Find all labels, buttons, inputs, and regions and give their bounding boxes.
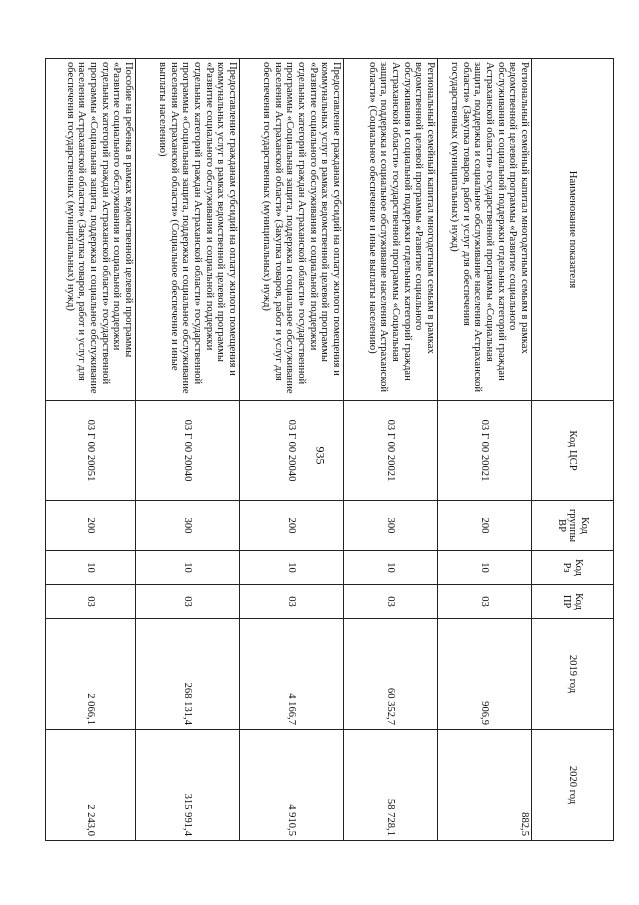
table-row <box>344 59 438 841</box>
cell-rz: 10 <box>46 551 136 585</box>
cell-2019: 2 066,1 <box>46 619 136 730</box>
cell-rz: 10 <box>438 551 532 585</box>
header-name: Наименование показателя <box>532 59 614 401</box>
cell-vr: 300 <box>344 501 438 551</box>
table-row <box>240 59 344 841</box>
table-header-row <box>532 59 614 841</box>
cell-vr: 300 <box>136 501 240 551</box>
header-2020: 2020 год <box>532 730 614 841</box>
header-csr: Код ЦСР <box>532 401 614 501</box>
cell-pr: 03 <box>136 585 240 619</box>
cell-2020: 315 991,4 <box>136 730 240 841</box>
cell-2020: 2 243,0 <box>46 730 136 841</box>
rotated-table-frame <box>64 58 614 840</box>
cell-name: Региональный семейный капитал многодетным семьям в рамках ведомственной целевой программы «Развитие социального обслуживания и социальной поддержки отдельных категорий граждан Астраханской области» государственной программы «Социальная защита, поддержка и социальное обслуживание населения Астраханской области» (Закупка товаров, работ и услуг для обеспечения государственных (муниципальных) нужд) <box>438 59 532 401</box>
cell-2020: 4 910,5 <box>240 730 344 841</box>
cell-name: Предоставление гражданам субсидий на оплату жилого помещения и коммунальных услуг в рамках ведомственной целевой программы «Развитие социального обслуживания и социальной поддержки отдельных категорий граждан Астраханской области» государственной программы «Социальная защита, поддержка и социальное обслуживание населения Астраханской области» (Закупка товаров, работ и услуг для обеспечения государственных (муниципальных) нужд) <box>240 59 344 401</box>
page-number-text: 935 <box>313 446 328 464</box>
cell-pr: 03 <box>344 585 438 619</box>
table-row <box>438 59 532 841</box>
cell-name: Предоставление гражданам субсидий на оплату жилого помещения и коммунальных услуг в рамках ведомственной целевой программы «Развитие социального обслуживания и социальной поддержки отдельных категорий граждан Астраханской области» государственной программы «Социальная защита, поддержка и социальное обслуживание населения Астраханской области» (Социальное обеспечение и иные выплаты населению) <box>136 59 240 401</box>
cell-pr: 03 <box>46 585 136 619</box>
cell-rz: 10 <box>240 551 344 585</box>
cell-csr: 03 Г 00 20040 <box>136 401 240 501</box>
cell-vr: 200 <box>240 501 344 551</box>
table-row <box>136 59 240 841</box>
cell-csr: 03 Г 00 20021 <box>344 401 438 501</box>
cell-vr: 200 <box>438 501 532 551</box>
cell-2019: 60 352,7 <box>344 619 438 730</box>
cell-csr: 03 Г 00 20021 <box>438 401 532 501</box>
cell-2020: 882,5 <box>438 730 532 841</box>
cell-pr: 03 <box>240 585 344 619</box>
cell-csr: 03 Г 00 20040 <box>240 401 344 501</box>
header-vr: Код группы ВР <box>532 501 614 551</box>
header-2019: 2019 год <box>532 619 614 730</box>
cell-2019: 906,9 <box>438 619 532 730</box>
cell-rz: 10 <box>136 551 240 585</box>
cell-csr: 03 Г 00 20051 <box>46 401 136 501</box>
cell-vr: 200 <box>46 501 136 551</box>
cell-2019: 268 131,4 <box>136 619 240 730</box>
cell-name: Пособие на ребенка в рамках ведомственной целевой программы «Развитие социального обслуживания и социальной поддержки отдельных категорий граждан Астраханской области» государственной программы «Социальная защита, поддержка и социальное обслуживание населения Астраханской области» (Закупка товаров, работ и услуг для обеспечения государственных (муниципальных) нужд) <box>46 59 136 401</box>
cell-name: Региональный семейный капитал многодетным семьям в рамках ведомственной целевой программы «Развитие социального обслуживания и социальной поддержки отдельных категорий граждан Астраханской области» государственной программы «Социальная защита, поддержка и социальное обслуживание населения Астраханской области» (Социальное обеспечение и иные выплаты населению) <box>344 59 438 401</box>
table-row <box>46 59 136 841</box>
cell-rz: 10 <box>344 551 438 585</box>
cell-2019: 4 166,7 <box>240 619 344 730</box>
cell-2020: 58 728,1 <box>344 730 438 841</box>
header-pr: Код ПР <box>532 585 614 619</box>
budget-table <box>45 58 614 841</box>
cell-pr: 03 <box>438 585 532 619</box>
header-rz: Код Рз <box>532 551 614 585</box>
